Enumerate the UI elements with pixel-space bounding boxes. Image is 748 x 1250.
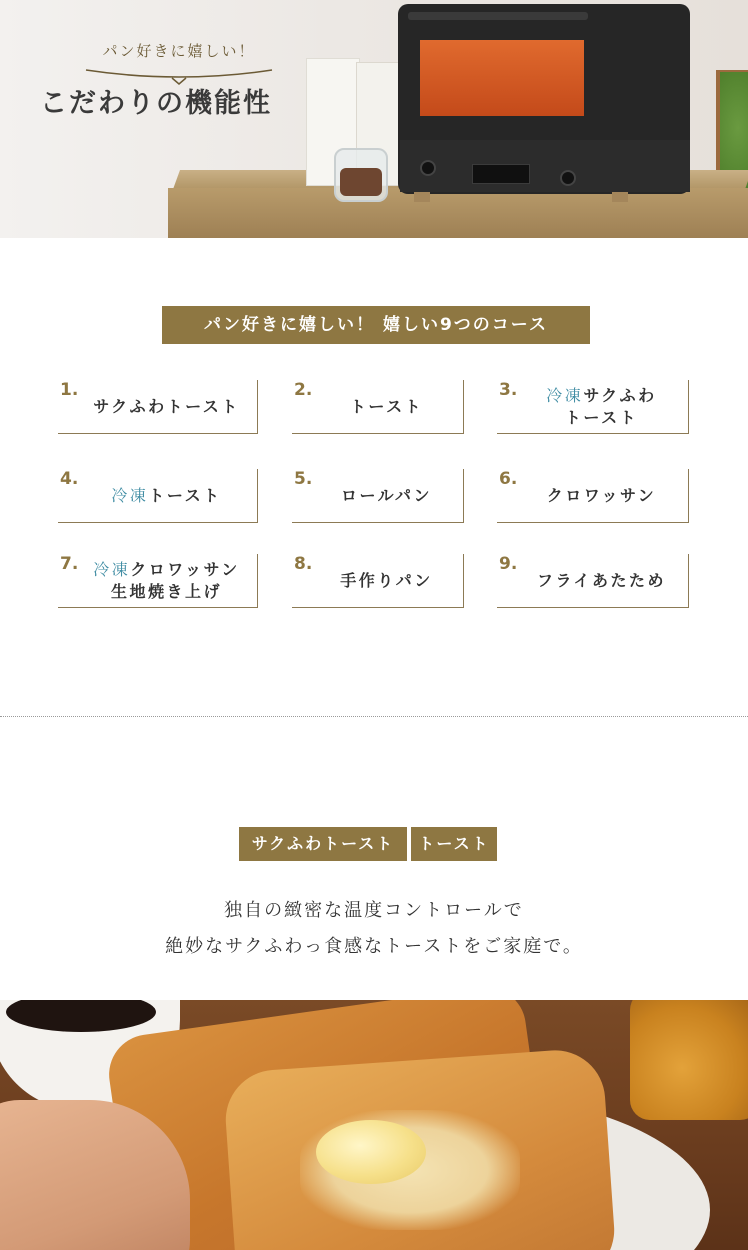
- course-number: 1.: [60, 380, 79, 400]
- butter-image: [316, 1120, 426, 1184]
- hero-subtitle: パン好きに嬉しい！: [102, 42, 256, 60]
- oven-control-panel: [400, 140, 690, 192]
- course-label: [314, 380, 459, 433]
- oven-knob-icon: [560, 170, 576, 186]
- course-number: 8.: [294, 554, 313, 574]
- course-label-text: クロワッサン: [130, 559, 240, 579]
- course-number: 9.: [499, 554, 518, 574]
- tag-saku-fuwa-toast: サクふわトースト: [239, 827, 407, 861]
- dotted-divider: [0, 716, 748, 717]
- course-label-text: 手作りパン: [340, 570, 433, 590]
- course-label: [80, 380, 253, 433]
- oven-display: [472, 164, 530, 184]
- course-label-text: サクふわトースト: [93, 396, 240, 416]
- course-item-2: [292, 380, 464, 434]
- honey-jar-image: [630, 1000, 748, 1120]
- oven-foot: [612, 192, 628, 202]
- course-item-7: [58, 554, 258, 608]
- frozen-prefix: 冷凍: [93, 559, 131, 579]
- course-label: [314, 554, 459, 607]
- course-label-text: トースト: [148, 485, 222, 505]
- tag-toast: トースト: [411, 827, 497, 861]
- wooden-counter: [168, 188, 748, 238]
- course-label-line2: トースト: [564, 407, 639, 427]
- arc-underline-icon: [84, 66, 274, 86]
- course-item-6: [497, 469, 689, 523]
- oven-knob-icon: [420, 160, 436, 176]
- frozen-prefix: 冷凍: [111, 485, 149, 505]
- oven-handle: [408, 12, 588, 20]
- course-label-text: トースト: [349, 396, 424, 416]
- course-item-4: [58, 469, 258, 523]
- hero-title: こだわりの機能性: [40, 88, 272, 119]
- course-label: [519, 380, 684, 433]
- course-number: 7.: [60, 554, 79, 574]
- nuts-image: [340, 168, 382, 196]
- course-label-text: ロールパン: [340, 485, 433, 505]
- description-line-1: 独自の緻密な温度コントロールで: [224, 900, 524, 921]
- hero-copy: [40, 40, 300, 120]
- course-item-1: [58, 380, 258, 434]
- course-item-5: [292, 469, 464, 523]
- hero-banner: [0, 0, 748, 238]
- course-label-line2: 生地焼き上げ: [110, 581, 222, 601]
- course-label: [519, 554, 684, 607]
- course-label: [314, 469, 459, 522]
- course-item-3: [497, 380, 689, 434]
- course-number: 4.: [60, 469, 79, 489]
- course-number: 6.: [499, 469, 518, 489]
- course-label-text: フライあたため: [536, 570, 667, 590]
- course-label-text: サクふわ: [583, 385, 657, 405]
- course-item-8: [292, 554, 464, 608]
- toast-photo: [0, 1000, 748, 1250]
- oven-foot: [414, 192, 430, 202]
- course-label-text: クロワッサン: [546, 485, 657, 505]
- description-line-2: 絶妙なサクふわっ食感なトーストをご家庭で。: [165, 936, 583, 957]
- course-label: [80, 554, 253, 607]
- course-item-9: [497, 554, 689, 608]
- course-banner: パン好きに嬉しい！ 嬉しい9つのコース: [162, 306, 590, 344]
- course-number: 3.: [499, 380, 518, 400]
- course-number: 2.: [294, 380, 313, 400]
- course-number: 5.: [294, 469, 313, 489]
- oven-window: [420, 40, 584, 116]
- frozen-prefix: 冷凍: [546, 385, 584, 405]
- course-label: [519, 469, 684, 522]
- course-label: [80, 469, 253, 522]
